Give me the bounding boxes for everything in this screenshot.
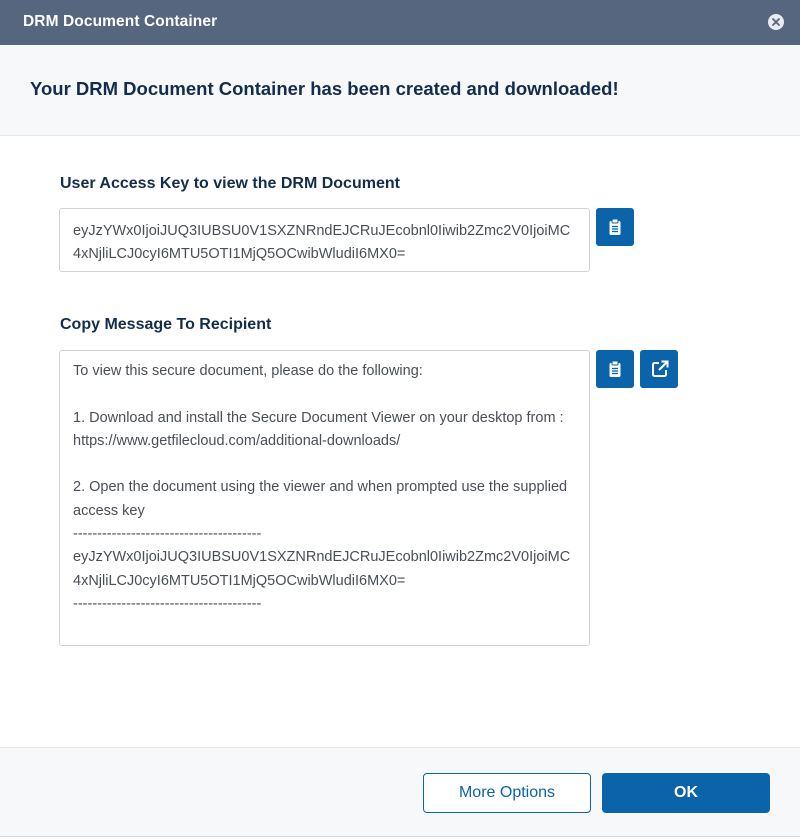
success-banner <box>0 45 800 136</box>
dialog-footer <box>0 747 800 836</box>
access-key-field[interactable]: eyJzYWx0IjoiJUQ3IUBSU0V1SXZNRndEJCRuJEcobnl0Iiwib2Zmc2V0IjoiMC4xNjliLCJ0cyI6MTU5OTI1MjQ5OCwibWludiI6MX0= <box>59 208 590 272</box>
clipboard-icon <box>607 218 623 236</box>
open-message-button[interactable] <box>640 350 678 388</box>
dialog-title: DRM Document Container <box>23 13 218 30</box>
close-icon <box>772 18 780 26</box>
external-link-icon <box>651 360 669 378</box>
ok-button[interactable]: OK <box>602 773 770 813</box>
success-heading: Your DRM Document Container has been created and downloaded! <box>30 78 619 99</box>
access-key-label: User Access Key to view the DRM Document <box>60 175 400 192</box>
copy-message-button[interactable] <box>596 350 634 388</box>
close-button[interactable] <box>768 14 784 30</box>
message-label: Copy Message To Recipient <box>60 316 272 333</box>
more-options-button[interactable]: More Options <box>423 773 591 813</box>
recipient-message-field[interactable]: To view this secure document, please do the following: 1. Download and install the Secure Document Viewer on your desktop from : https://www.getfilecloud.com/additional-downloads/ 2. Open the document using the viewer and when prompted use the supplied access key --------------------------------------- eyJzYWx0IjoiJUQ3IUBSU0V1SXZNRndEJCRuJEcobnl0Iiwib2Zmc2V0IjoiMC4xNjliLCJ0cyI6MTU5OTI1MjQ5OCwibWludiI6MX0= --------------------------------------- <box>59 350 590 646</box>
dialog-titlebar <box>0 0 800 45</box>
clipboard-icon <box>607 360 623 378</box>
copy-access-key-button[interactable] <box>596 208 634 246</box>
